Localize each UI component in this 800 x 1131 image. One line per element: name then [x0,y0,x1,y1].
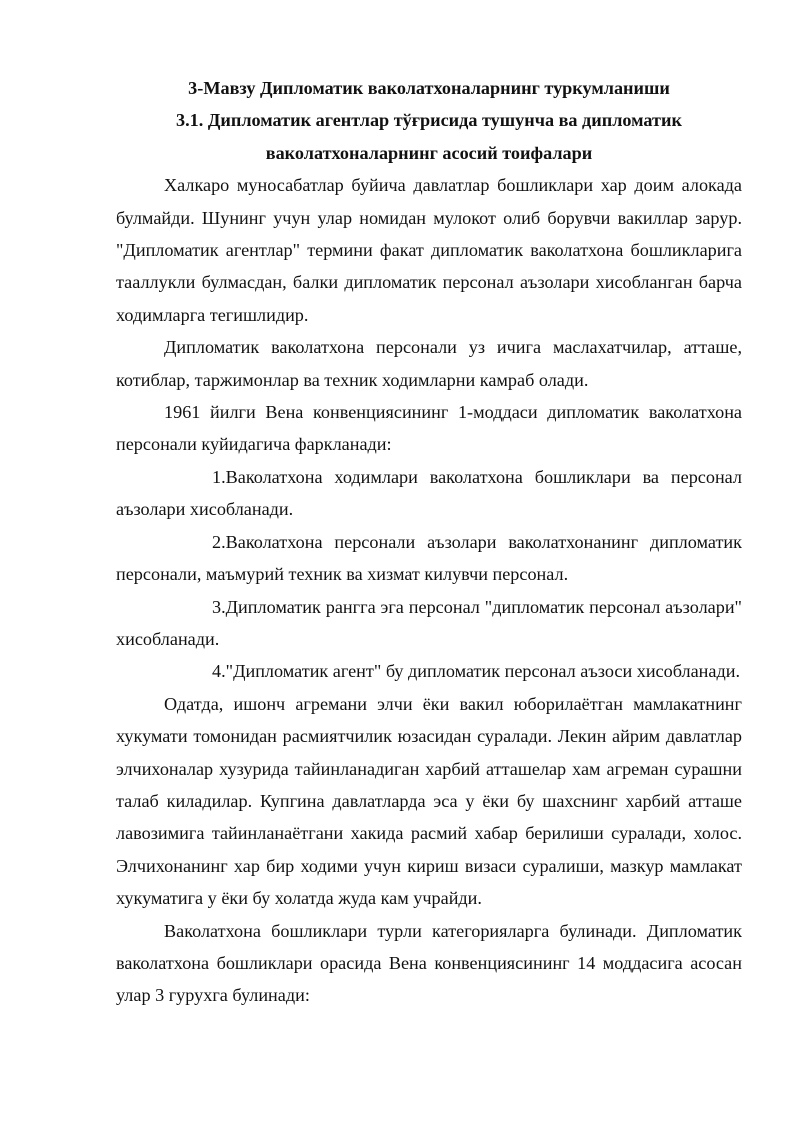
list-item-text: Ваколатхона персонали аъзолари ваколатхонанинг дипломатик персонали, маъмурий техник ва хизмат килувчи персонал. [116,531,742,585]
list-item-text: Дипломатик рангга эга персонал "дипломатик персонал аъзолари" хисобланади. [116,596,742,649]
paragraph-personnel: Дипломатик ваколатхона персонали уз ичига маслахатчилар, атташе, котиблар, таржимонлар ва техник ходимларни камраб олади. [116,337,742,390]
list-item [116,655,742,687]
list-item-number: 3. [212,596,226,617]
document-page [116,72,742,1012]
document-subtitle: 3.1. Дипломатик агентлар тўғрисида тушунча ва дипломатик ваколатхоналарнинг асосий тоифалари [176,110,682,163]
paragraph-categories: Ваколатхона бошликлари турли категорияларга булинади. Дипломатик ваколатхона бошликлари орасида Вена конвенциясининг 14 моддасига асосан улар 3 гурухга булинади: [116,920,742,1006]
list-item [116,526,742,591]
list-item [116,591,742,656]
document-title: 3-Мавзу Дипломатик ваколатхоналарнинг туркумланиши [188,78,670,98]
list-item-number: 1. [212,466,226,487]
list-item [116,461,742,526]
list-item-text: "Дипломатик агент" бу дипломатик персонал аъзоси хисобланади. [225,661,741,682]
paragraph-vienna: 1961 йилги Вена конвенциясининг 1-моддаси дипломатик ваколатхона персонали куйидагича фаркланади: [116,402,742,455]
list-item-number: 4. [212,661,226,682]
list-item-text: Ваколатхона ходимлари ваколатхона бошликлари ва персонал аъзолари хисобланади. [116,466,742,520]
list-item-number: 2. [212,531,226,552]
paragraph-intro: Халкаро муносабатлар буйича давлатлар бошликлари хар доим алокада булмайди. Шунинг учун улар номидан мулокот олиб борувчи вакиллар зарур. "Дипломатик агентлар" термини факат дипломатик ваколатхона бошликларига тааллукли булмасдан, балки дипломатик персонал аъзолари хисобланган барча ходимларга тегишлидир. [116,175,742,325]
paragraph-agrement: Одатда, ишонч агремани элчи ёки вакил юборилаётган мамлакатнинг хукумати томонидан расмиятчилик юзасидан суралади. Лекин айрим давлатлар элчихоналар хузурида тайинланадиган харбий атташелар хам агреман сурашни талаб киладилар. Купгина давлатларда эса у ёки бу шахснинг харбий атташе лавозимига тайинланаётгани хакида расмий хабар берилиши суралади, холос. Элчихонанинг хар бир ходими учун кириш визаси суралиши, мазкур мамлакат хукуматига у ёки бу холатда жуда кам учрайди. [116,693,742,909]
